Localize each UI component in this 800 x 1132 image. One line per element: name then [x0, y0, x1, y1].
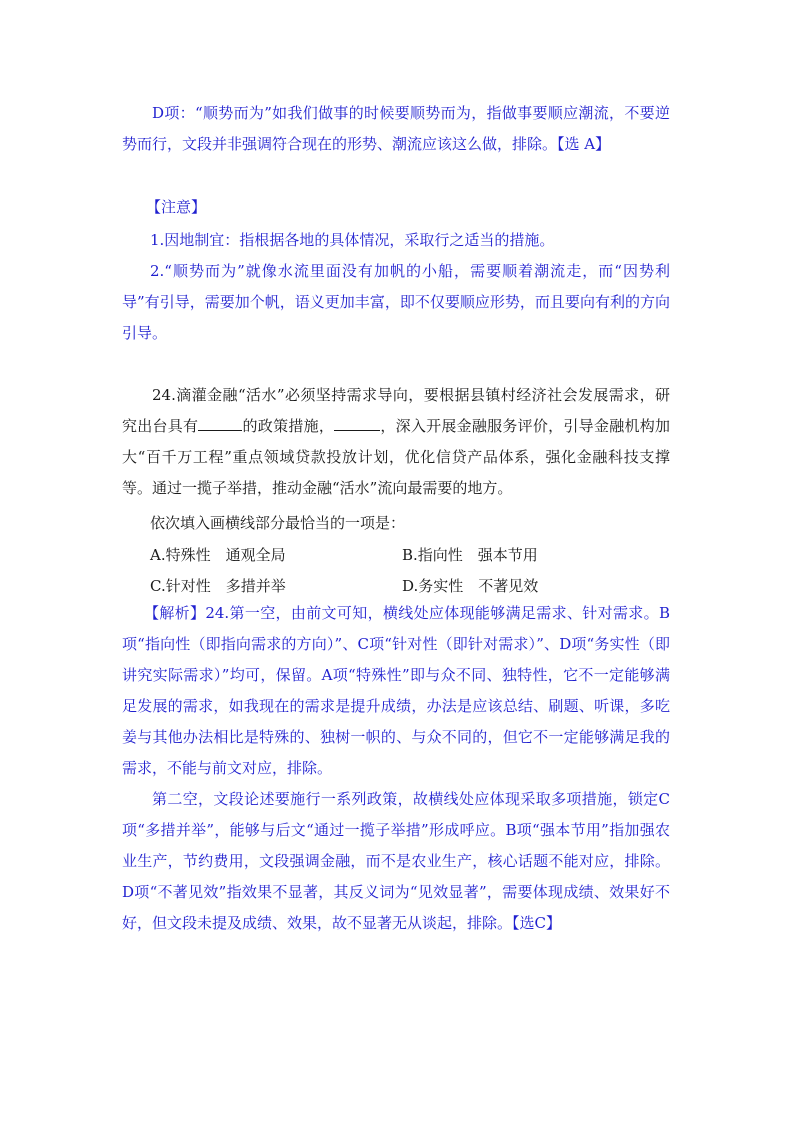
option-a: A.特殊性 通观全局 [150, 546, 286, 564]
note-item-2: 2.“顺势而为”就像水流里面没有加帆的小船，需要顺着潮流走，而“因势利导”有引导，需要加个帆，语义更加丰富，即不仅要顺应形势，而且要向有利的方向引导。 [122, 262, 670, 342]
stem-part-2: 的政策措施， [242, 417, 335, 435]
blank-1 [198, 430, 242, 431]
analysis-paragraph-2: 第二空，文段论述要施行一系列政策，故横线处应体现采取多项措施，锁定C项“多措并举”，能够与后文“通过一揽子举措”形成呼应。B项“强本节用”指加强农业生产，节约费用，文段强调金融，而不是农业生产，核心话题不能对应，排除。D项“不著见效”指效果不显著，其反义词为“见效显著”，需要体现成绩、效果好不好，但文段未提及成绩、效果，故不显著无从谈起，排除。【选C】 [122, 790, 670, 932]
note-title: 【注意】 [146, 198, 207, 216]
option-b: B.指向性 强本节用 [402, 546, 538, 564]
option-c: C.针对性 多措并举 [150, 577, 286, 595]
option-d: D.务实性 不著见效 [402, 577, 539, 595]
stem-part-1: 24.滴灌金融“活水”必须坚持需求导向，要根据县镇村经济社会发展需求，研究出台具有 [122, 386, 670, 435]
prev-option-d-text: D项：“顺势而为”如我们做事的时候要顺势而为，指做事要顺应潮流，不要逆势而行，文段并非强调符合现在的形势、潮流应该这么做，排除。 [122, 104, 670, 153]
question-stem [122, 380, 670, 504]
stem-part-3: ，深入开展金融服务评价，引导金融机构加大“百千万工程”重点领域贷款投放计划，优化信贷产品体系，强化金融科技支撑等。通过一揽子举措，推动金融“活水”流向最需要的地方。 [122, 417, 670, 497]
note-item-1: 1.因地制宜：指根据各地的具体情况，采取行之适当的措施。 [150, 231, 555, 249]
prev-answer: 【选 A】 [557, 135, 611, 153]
blank-2 [334, 430, 380, 431]
question-prompt: 依次填入画横线部分最恰当的一项是： [150, 514, 406, 532]
prev-analysis-paragraph [122, 98, 670, 160]
analysis-paragraph-1: 【解析】24.第一空，由前文可知，横线处应体现能够满足需求、针对需求。B项“指向性（即指向需求的方向）”、C项“针对性（即针对需求）”、D项“务实性（即讲究实际需求）”均可，保留。A项“特殊性”即与众不同、独特性，它不一定能够满足发展的需求，如我现在的需求是提升成绩，办法是应该总结、刷题、听课，多吃姜与其他办法相比是特殊的、独树一帜的、与众不同的，但它不一定能够满足我的需求，不能与前文对应，排除。 [122, 604, 670, 777]
